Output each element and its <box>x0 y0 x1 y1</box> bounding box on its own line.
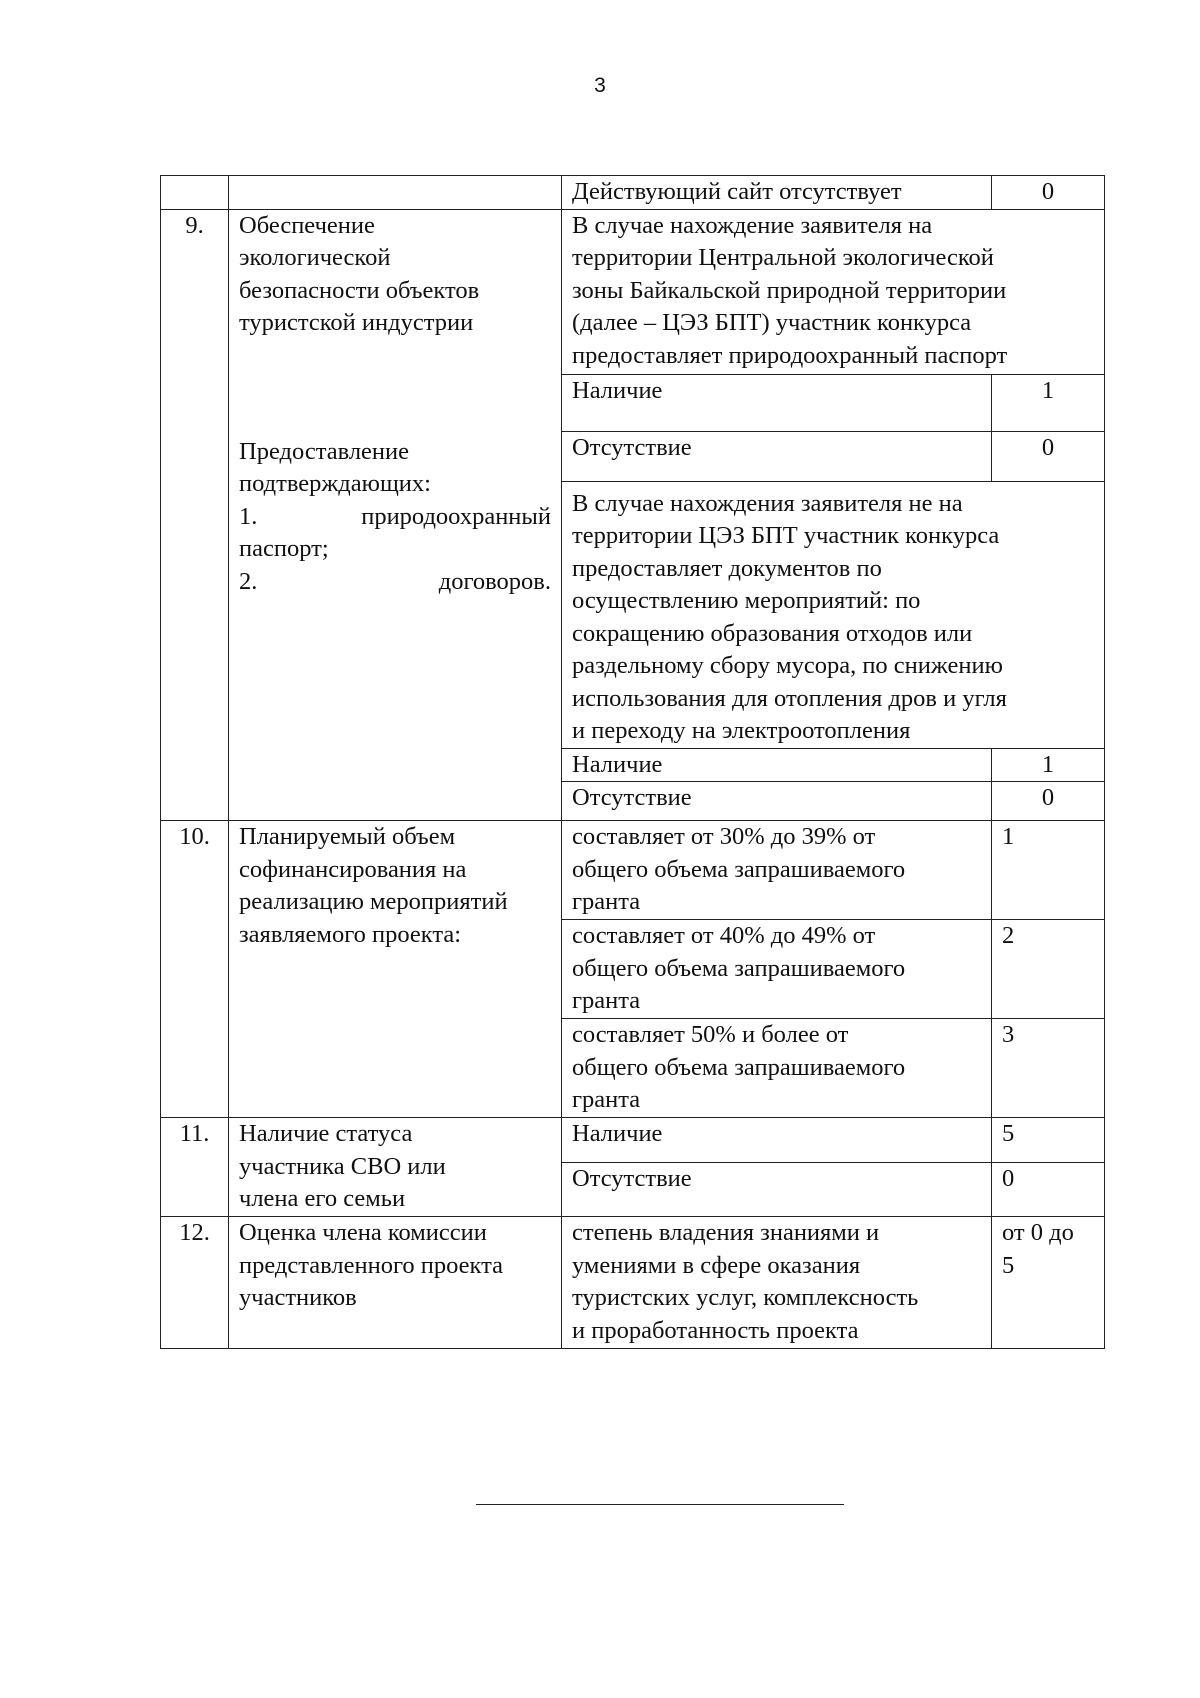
score-cell: 0 <box>992 1163 1105 1217</box>
criterion-cell <box>229 209 562 821</box>
description-cell: Наличие <box>562 748 992 782</box>
provide-heading: Предоставление подтверждающих: <box>239 437 431 497</box>
score-cell: 0 <box>992 176 1105 210</box>
end-divider-line <box>476 1504 844 1505</box>
table-row <box>161 209 1105 374</box>
description-cell: степень владения знаниями и умениями в сфере оказания туристских услуг, комплексность и проработанность проекта <box>562 1217 992 1349</box>
criteria-table <box>160 175 1105 1349</box>
description-cell: Действующий сайт отсутствует <box>562 176 992 210</box>
score-cell: 5 <box>992 1118 1105 1163</box>
description-cell: составляет 50% и более от общего объема запрашиваемого гранта <box>562 1019 992 1118</box>
description-cell: В случае нахождения заявителя не на территории ЦЭЗ БПТ участник конкурса предоставляет документов по осуществлению мероприятий: по сокращению образования отходов или раздельному сбору мусора, по снижению использования для отопления дров и угля и переходу на электроотопления <box>562 481 1105 748</box>
criterion-text: Обеспечение экологической безопасности объектов туристской индустрии <box>239 211 480 336</box>
row-number <box>161 176 229 210</box>
table-row <box>161 176 1105 210</box>
criterion-cell: Оценка члена комиссии представленного проекта участников <box>229 1217 562 1349</box>
criterion-cell <box>229 176 562 210</box>
row-number: 10. <box>161 821 229 1118</box>
row-number: 9. <box>161 209 229 821</box>
criterion-cell: Наличие статуса участника СВО или члена его семьи <box>229 1118 562 1217</box>
criterion-cell: Планируемый объем софинансирования на реализацию мероприятий заявляемого проекта: <box>229 821 562 1118</box>
score-cell: 1 <box>992 374 1105 431</box>
description-cell: В случае нахождение заявителя на территории Центральной экологической зоны Байкальской природной территории (далее – ЦЭЗ БПТ) участник конкурса предоставляет природоохранный паспорт <box>562 209 1105 374</box>
score-cell: 1 <box>992 748 1105 782</box>
description-cell: составляет от 30% до 39% от общего объема запрашиваемого гранта <box>562 821 992 920</box>
description-cell: Отсутствие <box>562 431 992 481</box>
score-cell: 0 <box>992 431 1105 481</box>
table-row <box>161 821 1105 920</box>
list-item: 1. природоохранный <box>239 502 551 530</box>
description-cell: Отсутствие <box>562 782 992 821</box>
page-number: 3 <box>594 74 606 97</box>
list-item: 2. договоров. <box>239 567 551 595</box>
score-cell: 3 <box>992 1019 1105 1118</box>
score-cell: 2 <box>992 920 1105 1019</box>
description-cell: Отсутствие <box>562 1163 992 1217</box>
description-cell: Наличие <box>562 1118 992 1163</box>
table-row <box>161 1118 1105 1163</box>
score-cell: от 0 до 5 <box>992 1217 1105 1349</box>
row-number: 11. <box>161 1118 229 1217</box>
row-number: 12. <box>161 1217 229 1349</box>
score-cell: 0 <box>992 782 1105 821</box>
score-cell: 1 <box>992 821 1105 920</box>
description-cell: Наличие <box>562 374 992 431</box>
list-item: паспорт; <box>239 535 329 562</box>
description-cell: составляет от 40% до 49% от общего объема запрашиваемого гранта <box>562 920 992 1019</box>
table-row <box>161 1217 1105 1349</box>
